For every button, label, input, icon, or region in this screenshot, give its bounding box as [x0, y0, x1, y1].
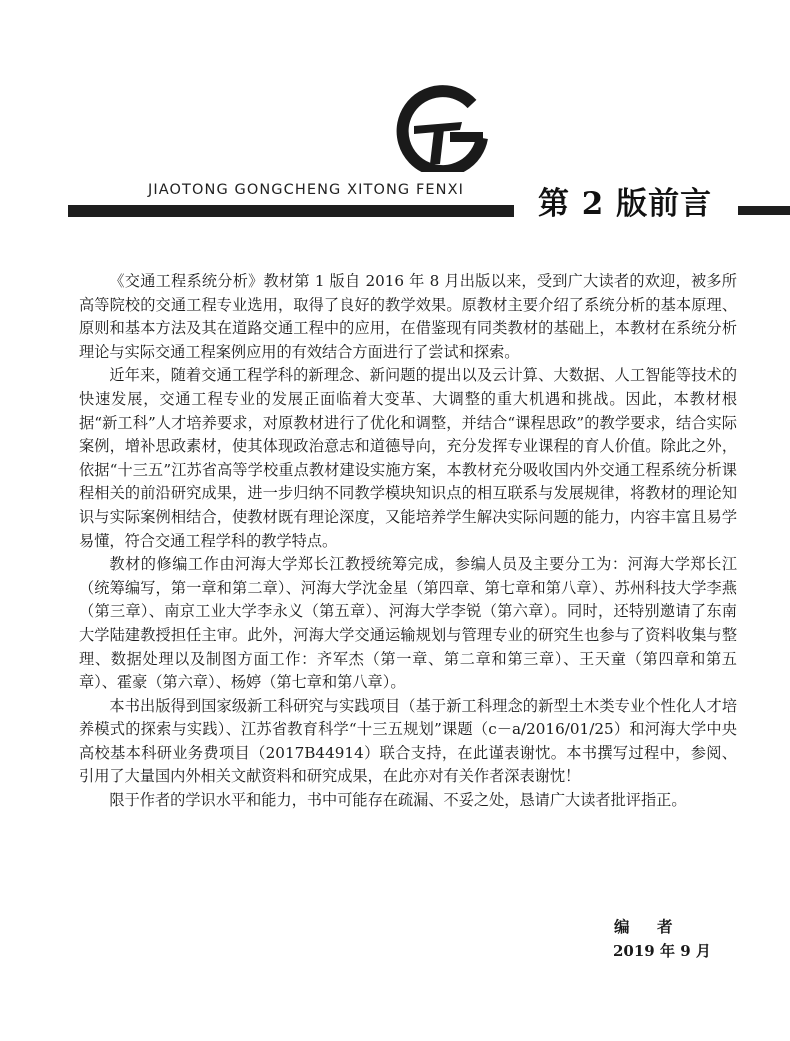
header-rule-right [738, 206, 790, 215]
signature-date: 2019 年 9 月 [613, 942, 711, 960]
gt-logo-icon [392, 82, 490, 172]
paragraph: 教材的修编工作由河海大学郑长江教授统筹完成，参编人员及主要分工为：河海大学郑长江（统筹编写，第一章和第二章）、河海大学沈金星（第四章、第七章和第八章）、苏州科技大学李燕（第三章）、南京工业大学李永义（第五章）、河海大学李锐（第六章）。同时，还特别邀请了东南大学陆建教授担任主审。此外，河海大学交通运输规划与管理专业的研究生也参与了资料收集与整理、数据处理以及制图方面工作：齐军杰（第一章、第二章和第三章）、王天童（第四章和第五章）、霍豪（第六章）、杨婷（第七章和第八章）。 [79, 555, 737, 692]
header-rule-left [68, 205, 514, 217]
paragraph: 近年来，随着交通工程学科的新理念、新问题的提出以及云计算、大数据、人工智能等技术的快速发展，交通工程专业的发展正面临着大变革、大调整的重大机遇和挑战。因此，本教材根据“新工科”人才培养要求，对原教材进行了优化和调整，并结合“课程思政”的教学要求，结合实际案例，增补思政素材，使其体现政治意志和道德导向，充分发挥专业课程的育人价值。除此之外，依据“十三五”江苏省高等学校重点教材建设实施方案，本教材充分吸收国内外交通工程系统分析课程相关的前沿研究成果，进一步归纳不同教学模块知识点的相互联系与发展规律，将教材的理论知识与实际案例相结合，使教材既有理论深度，又能培养学生解决实际问题的能力，内容丰富且易学易懂，符合交通工程学科的教学特点。 [79, 366, 737, 550]
signature-author: 编 者 [614, 917, 679, 936]
paragraph: 限于作者的学识水平和能力，书中可能存在疏漏、不妥之处，恳请广大读者批评指正。 [109, 791, 687, 810]
series-name: JIAOTONG GONGCHENG XITONG FENXI [148, 182, 465, 198]
preface-body [79, 270, 737, 813]
paragraph: 本书出版得到国家级新工科研究与实践项目（基于新工科理念的新型土木类专业个性化人才培养模式的探索与实践）、江苏省教育科学“十三五规划”课题（c－a/2016/01/25）和河海大学中央高校基本科研业务费项目（2017B44914）联合支持，在此谨表谢忱。本书撰写过程中，参阅、引用了大量国内外相关文献资料和研究成果，在此亦对有关作者深表谢忱！ [79, 696, 737, 786]
paragraph: 《交通工程系统分析》教材第 1 版自 2016 年 8 月出版以来，受到广大读者的欢迎，被多所高等院校的交通工程专业选用，取得了良好的教学效果。原教材主要介绍了系统分析的基本原理、原则和基本方法及其在道路交通工程中的应用，在借鉴现有同类教材的基础上，本教材在系统分析理论与实际交通工程案例应用的有效结合方面进行了尝试和探索。 [79, 272, 737, 361]
page-title: 第 2 版前言 [538, 186, 713, 222]
